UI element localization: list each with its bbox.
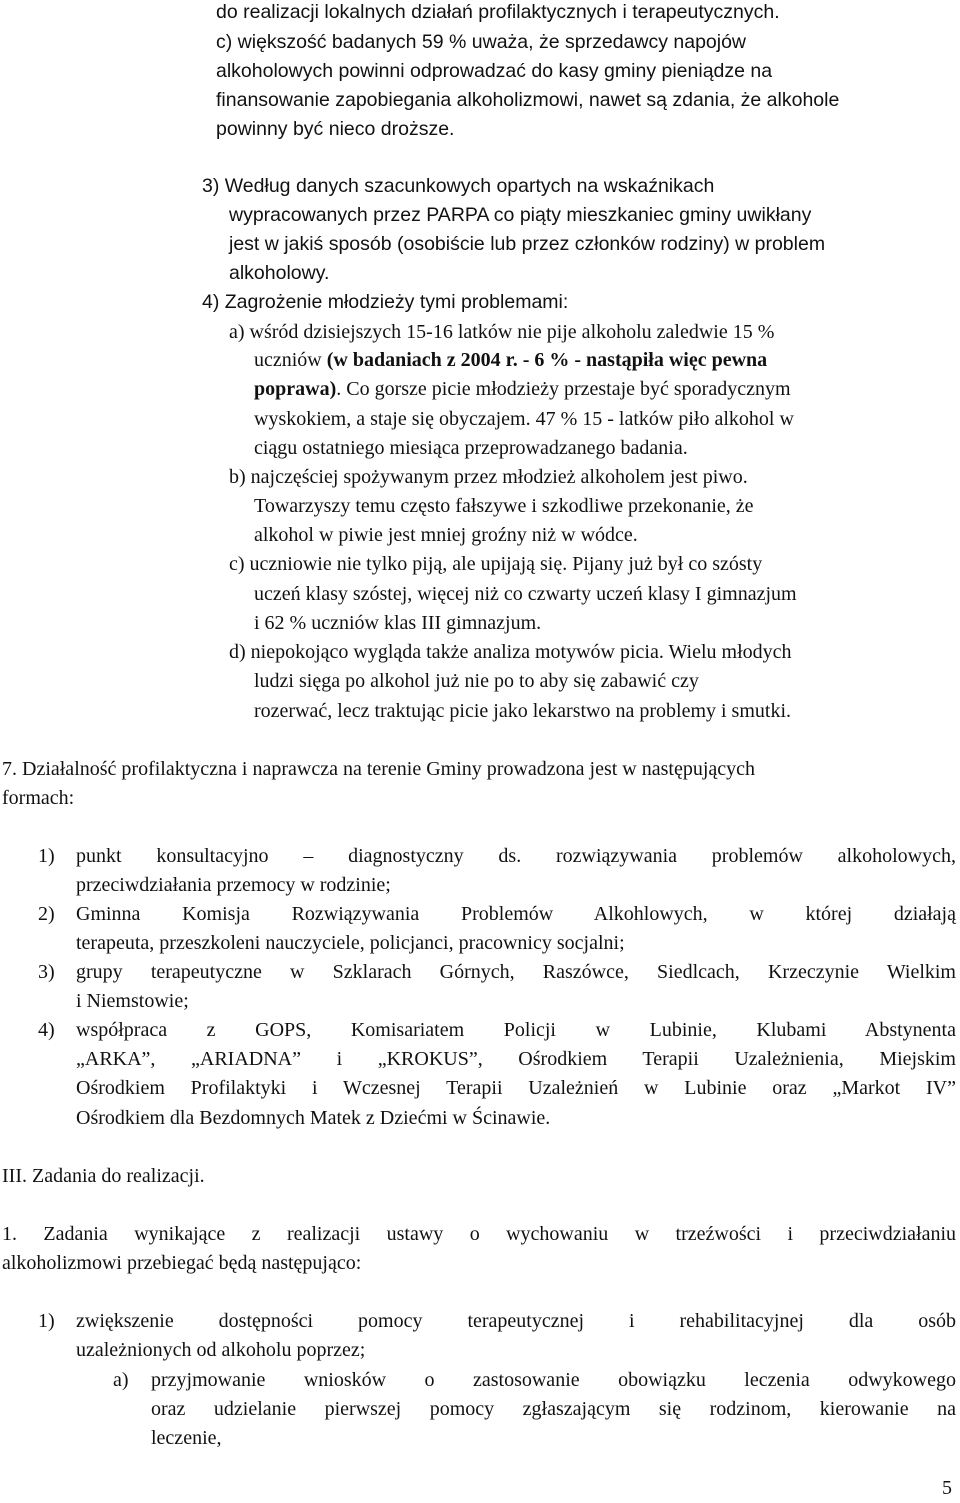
text-line: i 62 % uczniów klas III gimnazjum. (254, 612, 542, 634)
text-span: . Co gorsze picie młodzieży przestaje być sporadycznym (336, 378, 791, 400)
list-item-text: i Niemstowie; (76, 990, 189, 1012)
text-line: alkoholowy. (229, 262, 330, 284)
text-line (254, 375, 791, 404)
text-line: powinny być nieco droższe. (216, 118, 455, 140)
list-item-text: współpraca z GOPS, Komisariatem Policji w Lubinie, Klubami Abstynenta (76, 1019, 956, 1041)
text-line: 3) Według danych szacunkowych opartych na wskaźnikach (202, 175, 715, 197)
list-number: 1) (38, 1310, 55, 1332)
text-line: rozerwać, lecz traktując picie jako lekarstwo na problemy i smutki. (254, 700, 792, 722)
text-line: a) wśród dzisiejszych 15-16 latków nie pije alkoholu zaledwie 15 % (229, 321, 775, 343)
text-line: do realizacji lokalnych działań profilaktycznych i terapeutycznych. (216, 1, 780, 23)
list-number: 3) (38, 961, 55, 983)
text-line: finansowanie zapobiegania alkoholizmowi, nawet są zdania, że alkohole (216, 89, 840, 111)
list-item-text: leczenie, (151, 1427, 222, 1449)
text-line: wyskokiem, a staje się obyczajem. 47 % 15 - latków piło alkohol w (254, 408, 794, 430)
list-item-text: punkt konsultacyjno – diagnostyczny ds. rozwiązywania problemów alkoholowych, (76, 845, 956, 867)
list-item-text: Gminna Komisja Rozwiązywania Problemów Alkohlowych, w której działają (76, 903, 956, 925)
text-line: d) niepokojąco wygląda także analiza motywów picia. Wielu młodych (229, 641, 792, 663)
list-item-text: terapeuta, przeszkoleni nauczyciele, policjanci, pracownicy socjalni; (76, 932, 625, 954)
text-line: b) najczęściej spożywanym przez młodzież alkoholem jest piwo. (229, 466, 748, 488)
text-line: alkohol w piwie jest mniej groźny niż w wódce. (254, 524, 638, 546)
list-item-text: przeciwdziałania przemocy w rodzinie; (76, 874, 391, 896)
list-item-text: Ośrodkiem dla Bezdomnych Matek z Dziećmi w Ścinawie. (76, 1107, 551, 1129)
list-number: 2) (38, 903, 55, 925)
list-item-text: uzależnionych od alkoholu poprzez; (76, 1339, 366, 1361)
list-item-text: przyjmowanie wniosków o zastosowanie obowiązku leczenia odwykowego (151, 1369, 956, 1391)
bold-text: (w badaniach z 2004 r. - 6 % - nastąpiła więc pewna (326, 349, 768, 371)
list-item-text: oraz udzielanie pierwszej pomocy zgłaszającym się rodzinom, kierowanie na (151, 1398, 956, 1420)
text-span: uczniów (254, 349, 327, 371)
list-item-text: grupy terapeutyczne w Szklarach Górnych, Raszówce, Siedlcach, Krzeczynie Wielkim (76, 961, 956, 983)
text-line: c) większość badanych 59 % uważa, że sprzedawcy napojów (216, 31, 747, 53)
text-line: alkoholizmowi przebiegać będą następująco: (2, 1252, 362, 1274)
section-heading: 4) Zagrożenie młodzieży tymi problemami: (202, 291, 569, 313)
bold-text: poprawa) (254, 378, 337, 400)
text-line: formach: (2, 787, 75, 809)
text-line: wypracowanych przez PARPA co piąty mieszkaniec gminy uwikłany (229, 204, 812, 226)
text-line: jest w jakiś sposób (osobiście lub przez członków rodziny) w problem (229, 233, 826, 255)
list-number: 4) (38, 1019, 55, 1041)
text-line: ciągu ostatniego miesiąca przeprowadzanego badania. (254, 437, 688, 459)
list-item-text: Ośrodkiem Profilaktyki i Wczesnej Terapii Uzależnień w Lubinie oraz „Markot IV” (76, 1077, 956, 1099)
text-line: Towarzyszy temu często fałszywe i szkodliwe przekonanie, że (254, 495, 754, 517)
section-heading: III. Zadania do realizacji. (2, 1165, 205, 1187)
list-number: 1) (38, 845, 55, 867)
page-number: 5 (942, 1477, 952, 1499)
list-number: a) (113, 1369, 129, 1391)
text-line: ludzi sięga po alkohol już nie po to aby się zabawić czy (254, 670, 699, 692)
list-item-text: zwiększenie dostępności pomocy terapeutycznej i rehabilitacyjnej dla osób (76, 1310, 956, 1332)
section-heading: 7. Działalność profilaktyczna i naprawcza na terenie Gminy prowadzona jest w następujących (2, 758, 756, 780)
list-item-text: „ARKA”, „ARIADNA” i „KROKUS”, Ośrodkiem Terapii Uzależnienia, Miejskim (76, 1048, 956, 1070)
text-line: uczeń klasy szóstej, więcej niż co czwarty uczeń klasy I gimnazjum (254, 583, 797, 605)
text-line: 1. Zadania wynikające z realizacji ustawy o wychowaniu w trzeźwości i przeciwdziałaniu (2, 1223, 956, 1245)
text-line: c) uczniowie nie tylko piją, ale upijają się. Pijany już był co szósty (229, 553, 763, 575)
text-line (254, 346, 767, 375)
text-line: alkoholowych powinni odprowadzać do kasy gminy pieniądze na (216, 60, 773, 82)
